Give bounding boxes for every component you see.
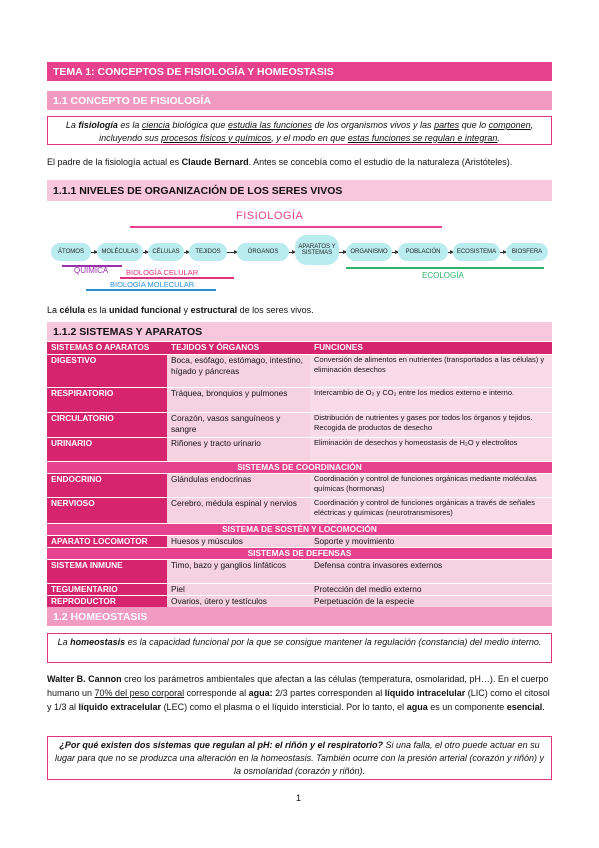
bernard-paragraph [47, 156, 552, 169]
text: es la [85, 305, 110, 315]
level-tejidos: TEJIDOS [189, 243, 227, 261]
molecular-line [86, 289, 216, 291]
system-organs: Riñones y tracto urinario [167, 438, 310, 462]
system-organs: Piel [167, 584, 310, 596]
column-header: TEJIDOS Y ÓRGANOS [167, 342, 310, 355]
text: . Antes se concebía como el estudio de la naturaleza (Aristóteles). [248, 157, 513, 167]
text: creo los parámetros ambientales que afectan a las células (temperatura, osmolaridad, pH…). En el cuerpo humano un [47, 674, 549, 698]
system-organs: Corazón, vasos sanguíneos y sangre [167, 413, 310, 438]
system-function: Coordinación y control de funciones orgánicas mediante moléculas químicas (hormonas) [310, 474, 552, 498]
level-biosfera: BIOSFERA [506, 243, 548, 261]
text-bold: líquido extracelular [78, 702, 162, 712]
text: (LIC) como el citosol y 1/3 al [47, 688, 550, 712]
system-function: Perpetuación de la especie [310, 596, 552, 608]
ph-question-box [47, 736, 552, 780]
system-organs: Cerebro, médula espinal y nervios [167, 498, 310, 524]
text: corresponde al [184, 688, 249, 698]
level-poblacion: POBLACIÓN [398, 243, 448, 261]
section-heading-1-1-1 [47, 180, 552, 201]
text: de los organismos vivos y las [312, 120, 435, 130]
text: . [497, 132, 500, 143]
ecologia-line [346, 267, 544, 269]
text: que lo [459, 120, 489, 130]
text-underlined: procesos físicos y químicos [161, 132, 272, 143]
text: 2/3 partes corresponden al [272, 688, 385, 698]
level-aparatos-sistemas: APARATOS Y SISTEMAS [295, 235, 339, 265]
cannon-paragraph [47, 672, 552, 714]
molecular-label: BIOLOGÍA MOLECULAR [110, 280, 195, 289]
table-section-row [47, 524, 552, 536]
system-organs: Glándulas endocrinas [167, 474, 310, 498]
text: . [542, 702, 545, 712]
table-row [47, 560, 552, 584]
text-underlined: ciencia [141, 120, 170, 130]
system-name: TEGUMENTARIO [47, 584, 167, 596]
system-organs: Ovarios, útero y testículos [167, 596, 310, 608]
section-support: SISTEMA DE SOSTÉN Y LOCOMOCIÓN [47, 524, 552, 536]
system-name: CIRCULATORIO [47, 413, 167, 438]
text-underlined: partes [434, 120, 460, 130]
level-organismo: ORGANISMO [346, 243, 392, 261]
text: es la [117, 120, 142, 130]
text-bold: célula [59, 305, 86, 315]
text-underlined: estas funciones se regulan e integran [347, 132, 498, 143]
celular-line [120, 277, 234, 279]
table-row [47, 536, 552, 548]
text-underlined: 70% del peso corporal [94, 688, 185, 698]
ecologia-label: ECOLOGÍA [422, 271, 464, 280]
system-organs: Huesos y músculos [167, 536, 310, 548]
table-row [47, 438, 552, 462]
system-function: Eliminación de desechos y homeostasis de H₂O y electrolitos [310, 438, 552, 462]
system-name: APARATO LOCOMOTOR [47, 536, 167, 548]
system-function: Conversión de alimentos en nutrientes (transportados a las células) y eliminación desechos [310, 355, 552, 388]
section-heading-text: 1.2 HOMEOSTASIS [53, 610, 148, 623]
text: (LEC) como el plasma o el líquido intersticial. Por lo tanto, el [161, 702, 407, 712]
level-organos: ÓRGANOS [237, 243, 289, 261]
page-number: 1 [296, 793, 302, 803]
system-name: DIGESTIVO [47, 355, 167, 388]
section-heading-1-2 [47, 607, 552, 626]
text-bold: agua: [248, 688, 273, 698]
column-header: FUNCIONES [310, 342, 552, 355]
systems-table [47, 342, 552, 608]
table-row [47, 355, 552, 388]
section-heading-text: 1.1.2 SISTEMAS Y APARATOS [53, 325, 203, 338]
text-bold: homeostasis [70, 637, 126, 647]
table-row [47, 388, 552, 413]
system-name: SISTEMA INMUNE [47, 560, 167, 584]
text-bold: esencial [506, 702, 543, 712]
section-defense: SISTEMAS DE DEFENSAS [47, 548, 552, 560]
section-coordination: SISTEMAS DE COORDINACIÓN [47, 462, 552, 474]
chapter-title [47, 62, 552, 81]
system-function: Coordinación y control de funciones orgánicas a través de señales eléctricas y químicas (neurotransmisores) [310, 498, 552, 524]
text-underlined: componen [488, 120, 531, 130]
text: , incluyendo sus [99, 120, 534, 143]
text-bold: Claude Bernard [181, 157, 249, 167]
text-underlined: estudia las funciones [227, 120, 312, 130]
text: biológica que [169, 120, 228, 130]
text: de los seres vivos. [237, 305, 314, 315]
table-row [47, 474, 552, 498]
table-row [47, 584, 552, 596]
level-atomos: ÁTOMOS [51, 243, 91, 261]
system-function: Protección del medio externo [310, 584, 552, 596]
text-bold: líquido intracelular [384, 688, 466, 698]
table-row [47, 498, 552, 524]
text: y [181, 305, 191, 315]
text-bold: ¿Por qué existen dos sistemas que regulan al pH: el riñón y el respiratorio? [59, 740, 383, 750]
text: es la capacidad funcional por la que se consigue mantener la regulación (constancia) del medio interno. [125, 637, 542, 647]
level-ecosistema: ECOSISTEMA [453, 243, 500, 261]
system-name: ENDOCRINO [47, 474, 167, 498]
section-heading-text: 1.1 CONCEPTO DE FISIOLOGÍA [53, 94, 211, 107]
chapter-title-text: TEMA 1: CONCEPTOS DE FISIOLOGÍA Y HOMEOSTASIS [53, 65, 334, 78]
fisiologia-line [130, 226, 442, 228]
text-bold: Walter B. Cannon [47, 674, 122, 684]
text: La [65, 120, 79, 130]
system-name: URINARIO [47, 438, 167, 462]
system-organs: Boca, esófago, estómago, intestino, hígado y páncreas [167, 355, 310, 388]
system-name: REPRODUCTOR [47, 596, 167, 608]
table-header-row [47, 342, 552, 355]
definition-box-fisiologia [47, 116, 552, 145]
section-heading-text: 1.1.1 NIVELES DE ORGANIZACIÓN DE LOS SERES VIVOS [53, 184, 343, 197]
celular-label: BIOLOGÍA CELULAR [126, 268, 199, 277]
level-celulas: CÉLULAS [148, 243, 184, 261]
system-function: Intercambio de O₂ y CO₂ entre los medios externo e interno. [310, 388, 552, 413]
text-bold: agua [406, 702, 428, 712]
text: El padre de la fisiología actual es [47, 157, 182, 167]
fisiologia-label: FISIOLOGÍA [236, 210, 304, 222]
table-row [47, 413, 552, 438]
section-heading-1-1 [47, 91, 552, 110]
section-heading-1-1-2 [47, 322, 552, 341]
system-name: NERVIOSO [47, 498, 167, 524]
arrow-icon [227, 252, 237, 253]
text: Si una falla, el otro puede actuar en su lugar para que no se produzca una alteración en la homeostasis. También ocurre con la presión arterial (corazón y riñón) y la osmolaridad (corazón y riñón). [55, 740, 544, 776]
column-header: SISTEMAS O APARATOS [47, 342, 167, 355]
arrow-icon [339, 252, 346, 253]
system-name: RESPIRATORIO [47, 388, 167, 413]
quimica-label: QUÍMICA [74, 266, 109, 275]
table-row [47, 596, 552, 608]
system-organs: Tráquea, bronquios y pulmones [167, 388, 310, 413]
table-section-row [47, 462, 552, 474]
celula-paragraph [47, 304, 552, 317]
text: La [47, 305, 60, 315]
system-function: Defensa contra invasores externos [310, 560, 552, 584]
system-function: Distribución de nutrientes y gases por todos los órganos y tejidos. Recogida de productos de desecho [310, 413, 552, 438]
text-bold: unidad funcional [109, 305, 182, 315]
text: es un componente [427, 702, 507, 712]
text: La [57, 637, 71, 647]
system-function: Soporte y movimiento [310, 536, 552, 548]
level-moleculas: MOLÉCULAS [97, 243, 143, 261]
text-bold: estructural [190, 305, 238, 315]
table-section-row [47, 548, 552, 560]
text: , y el modo en que [271, 132, 348, 143]
text-bold: fisiología [78, 120, 118, 130]
definition-box-homeostasis [47, 633, 552, 663]
system-organs: Timo, bazo y ganglios linfáticos [167, 560, 310, 584]
